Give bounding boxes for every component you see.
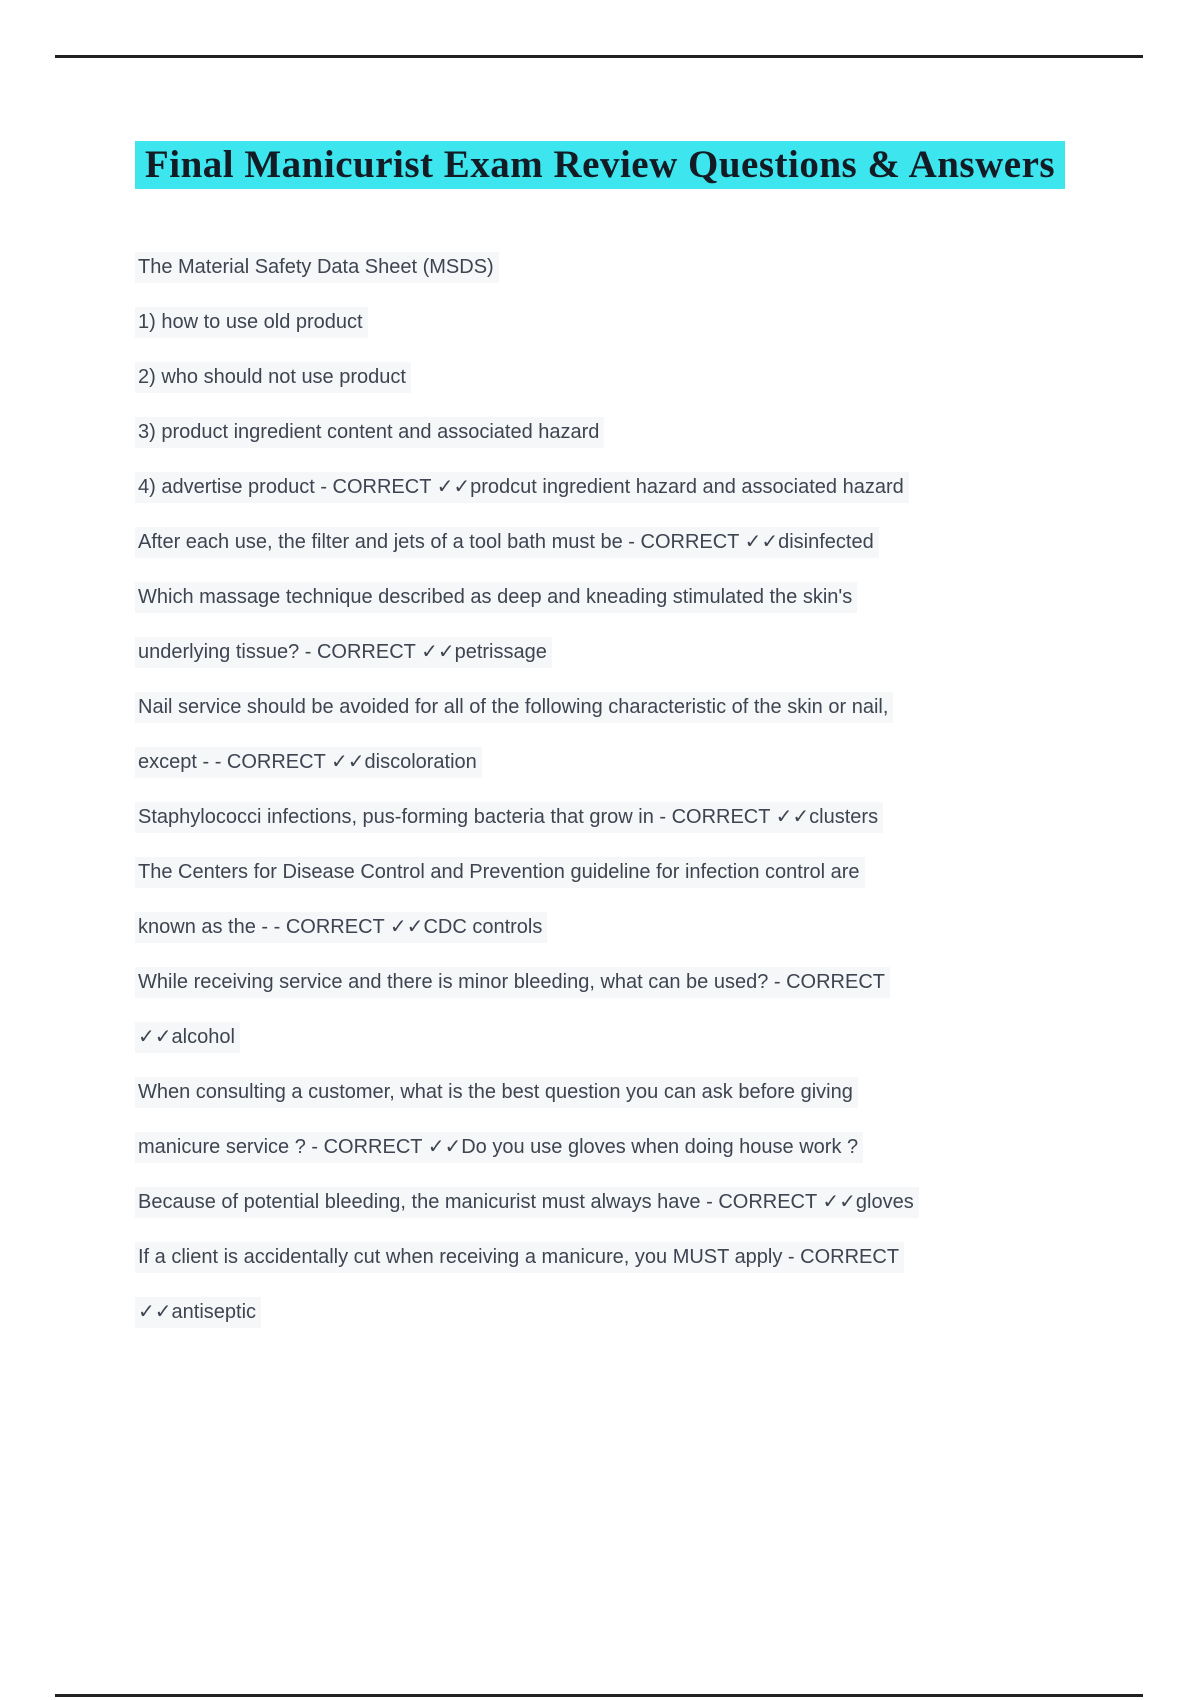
document-line-text: When consulting a customer, what is the best question you can ask before giving — [135, 1077, 858, 1108]
document-line-text: known as the - - CORRECT ✓✓CDC controls — [135, 912, 547, 943]
document-line — [135, 913, 1115, 941]
document-line — [135, 253, 1115, 281]
document-line — [135, 1133, 1115, 1161]
document-line — [135, 1243, 1115, 1271]
document-line — [135, 1188, 1115, 1216]
document-line — [135, 418, 1115, 446]
document-line-text: manicure service ? - CORRECT ✓✓Do you use gloves when doing house work ? — [135, 1132, 863, 1163]
document-line-text: Because of potential bleeding, the manicurist must always have - CORRECT ✓✓gloves — [135, 1187, 919, 1218]
document-line-text: Which massage technique described as deep and kneading stimulated the skin's — [135, 582, 857, 613]
document-line-text: 1) how to use old product — [135, 307, 368, 338]
document-line-text: The Centers for Disease Control and Prevention guideline for infection control are — [135, 857, 865, 888]
document-line-text: The Material Safety Data Sheet (MSDS) — [135, 252, 499, 283]
page-title: Final Manicurist Exam Review Questions & Answers — [135, 141, 1065, 189]
document-line-text: ✓✓alcohol — [135, 1022, 240, 1053]
document-line-text: 4) advertise product - CORRECT ✓✓prodcut ingredient hazard and associated hazard — [135, 472, 909, 503]
document-line-text: 2) who should not use product — [135, 362, 411, 393]
document-line — [135, 583, 1115, 611]
document-line — [135, 748, 1115, 776]
document-line — [135, 968, 1115, 996]
document-body — [135, 253, 1115, 1353]
document-line-text: except - - CORRECT ✓✓discoloration — [135, 747, 482, 778]
document-line-text: While receiving service and there is minor bleeding, what can be used? - CORRECT — [135, 967, 890, 998]
document-line-text: After each use, the filter and jets of a tool bath must be - CORRECT ✓✓disinfected — [135, 527, 879, 558]
document-line — [135, 1298, 1115, 1326]
top-rule — [55, 55, 1143, 58]
document-line-text: Staphylococci infections, pus-forming bacteria that grow in - CORRECT ✓✓clusters — [135, 802, 883, 833]
document-line — [135, 308, 1115, 336]
document-line — [135, 1078, 1115, 1106]
document-line-text: underlying tissue? - CORRECT ✓✓petrissage — [135, 637, 552, 668]
document-line-text: Nail service should be avoided for all of the following characteristic of the skin or nail, — [135, 692, 893, 723]
document-line — [135, 858, 1115, 886]
document-line — [135, 693, 1115, 721]
document-line — [135, 803, 1115, 831]
document-line — [135, 473, 1115, 501]
document-line — [135, 363, 1115, 391]
document-line — [135, 1023, 1115, 1051]
bottom-rule — [55, 1694, 1143, 1697]
document-line-text: ✓✓antiseptic — [135, 1297, 261, 1328]
document-line — [135, 528, 1115, 556]
document-line-text: If a client is accidentally cut when receiving a manicure, you MUST apply - CORRECT — [135, 1242, 904, 1273]
document-line — [135, 638, 1115, 666]
document-line-text: 3) product ingredient content and associated hazard — [135, 417, 604, 448]
title-row — [0, 141, 1200, 189]
